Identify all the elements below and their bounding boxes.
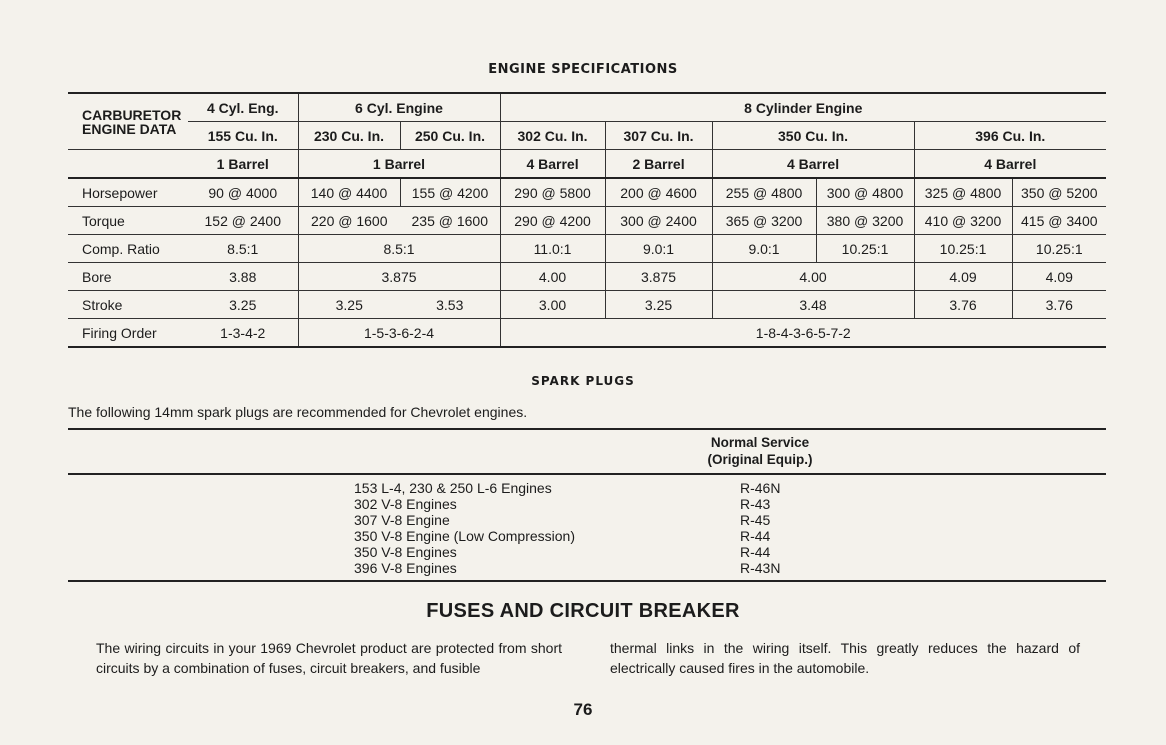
fuses-paragraph-left: The wiring circuits in your 1969 Chevrolet product are protected from short circuits by a combination of fuses, circuit breakers, and fusible [96, 640, 562, 676]
divider [68, 580, 1106, 582]
normal-service-line1: Normal Service [710, 435, 810, 450]
row-label: Firing Order [68, 319, 188, 348]
carburetor-cell: 4 Barrel [712, 150, 914, 179]
table-cell: 300 @ 2400 [605, 207, 712, 235]
table-cell: 10.25:1 [1012, 235, 1106, 263]
spark-plugs-intro: The following 14mm spark plugs are recommended for Chevrolet engines. [68, 404, 528, 420]
table-cell: 3.76 [914, 291, 1012, 319]
table-cell: 90 @ 4000 [188, 178, 298, 207]
group-6cyl: 6 Cyl. Engine [298, 93, 500, 122]
engine-list [354, 480, 575, 576]
table-cell: 235 @ 1600 [400, 207, 500, 235]
table-row [68, 235, 1106, 263]
table-cell: 290 @ 4200 [500, 207, 605, 235]
table-row [68, 178, 1106, 207]
table-cell: 9.0:1 [712, 235, 816, 263]
displacement-cell: 302 Cu. In. [500, 122, 605, 150]
table-cell: 410 @ 3200 [914, 207, 1012, 235]
table-cell: 3.25 [605, 291, 712, 319]
table-cell: 365 @ 3200 [712, 207, 816, 235]
carburetor-cell: 1 Barrel [188, 150, 298, 179]
table-cell: 3.48 [712, 291, 914, 319]
table-cell: 155 @ 4200 [400, 178, 500, 207]
list-item: 350 V-8 Engines [354, 544, 457, 560]
table-cell: 9.0:1 [605, 235, 712, 263]
table-cell: 3.53 [400, 291, 500, 319]
group-4cyl: 4 Cyl. Eng. [188, 93, 298, 122]
table-row [68, 263, 1106, 291]
table-cell: 4.00 [712, 263, 914, 291]
displacement-cell: 396 Cu. In. [914, 122, 1106, 150]
table-cell: 11.0:1 [500, 235, 605, 263]
carburetor-cell: 1 Barrel [298, 150, 500, 179]
table-row [68, 122, 1106, 150]
table-cell: 380 @ 3200 [816, 207, 914, 235]
table-cell: 415 @ 3400 [1012, 207, 1106, 235]
divider [68, 473, 1106, 475]
list-item: R-44 [740, 544, 771, 560]
list-item: R-46N [740, 480, 781, 496]
list-item: 153 L-4, 230 & 250 L-6 Engines [354, 480, 552, 496]
table-row [68, 93, 1106, 122]
carburetor-cell: 4 Barrel [914, 150, 1106, 179]
blank-cell [68, 150, 188, 179]
table-row [68, 150, 1106, 179]
list-item: 307 V-8 Engine [354, 512, 450, 528]
carburetor-cell: 2 Barrel [605, 150, 712, 179]
row-label: Stroke [68, 291, 188, 319]
divider [68, 428, 1106, 430]
table-cell: 140 @ 4400 [298, 178, 400, 207]
displacement-cell: 250 Cu. In. [400, 122, 500, 150]
normal-service-line2: (Original Equip.) [707, 452, 813, 467]
table-cell: 4.09 [1012, 263, 1106, 291]
table-cell: 3.76 [1012, 291, 1106, 319]
displacement-cell: 307 Cu. In. [605, 122, 712, 150]
table-cell: 1-5-3-6-2-4 [298, 319, 500, 348]
table-row [68, 207, 1106, 235]
table-cell: 152 @ 2400 [188, 207, 298, 235]
list-item: R-43 [740, 496, 771, 512]
table-cell: 8.5:1 [298, 235, 500, 263]
table-cell: 10.25:1 [914, 235, 1012, 263]
list-item: R-43N [740, 560, 781, 576]
fuses-paragraph-right: thermal links in the wiring itself. This greatly reduces the hazard of electrically caused fires in the automobile. [610, 640, 1080, 676]
spark-plugs-title: SPARK PLUGS [531, 374, 635, 388]
carburetor-cell: 4 Barrel [500, 150, 605, 179]
table-cell: 200 @ 4600 [605, 178, 712, 207]
row-label: Bore [68, 263, 188, 291]
table-cell: 8.5:1 [188, 235, 298, 263]
table-row [68, 319, 1106, 348]
table-cell: 255 @ 4800 [712, 178, 816, 207]
table-cell: 325 @ 4800 [914, 178, 1012, 207]
table-cell: 220 @ 1600 [298, 207, 400, 235]
carburetor-engine-data-label: CARBURETOR ENGINE DATA [68, 93, 188, 150]
page-number: 76 [573, 700, 593, 719]
list-item: 350 V-8 Engine (Low Compression) [354, 528, 576, 544]
table-cell: 3.875 [298, 263, 500, 291]
displacement-cell: 350 Cu. In. [712, 122, 914, 150]
row-label: Horsepower [68, 178, 188, 207]
displacement-cell: 155 Cu. In. [188, 122, 298, 150]
plug-list [740, 480, 780, 576]
list-item: R-45 [740, 512, 771, 528]
list-item: 396 V-8 Engines [354, 560, 457, 576]
table-cell: 3.25 [188, 291, 298, 319]
table-cell: 4.09 [914, 263, 1012, 291]
list-item: 302 V-8 Engines [354, 496, 457, 512]
table-cell: 3.875 [605, 263, 712, 291]
table-cell: 300 @ 4800 [816, 178, 914, 207]
displacement-cell: 230 Cu. In. [298, 122, 400, 150]
table-cell: 4.00 [500, 263, 605, 291]
table-cell: 1-8-4-3-6-5-7-2 [500, 319, 1106, 348]
normal-service-header [700, 434, 820, 468]
table-cell: 290 @ 5800 [500, 178, 605, 207]
table-row [68, 291, 1106, 319]
list-item: R-44 [740, 528, 771, 544]
table-cell: 1-3-4-2 [188, 319, 298, 348]
row-label: Comp. Ratio [68, 235, 188, 263]
engine-specs-table [68, 92, 1106, 348]
table-cell: 3.88 [188, 263, 298, 291]
row-label: Torque [68, 207, 188, 235]
engine-specs-title: ENGINE SPECIFICATIONS [488, 62, 678, 77]
table-cell: 10.25:1 [816, 235, 914, 263]
table-cell: 3.25 [298, 291, 400, 319]
fuses-title: FUSES AND CIRCUIT BREAKER [426, 600, 740, 622]
group-8cyl: 8 Cylinder Engine [500, 93, 1106, 122]
table-cell: 350 @ 5200 [1012, 178, 1106, 207]
table-cell: 3.00 [500, 291, 605, 319]
